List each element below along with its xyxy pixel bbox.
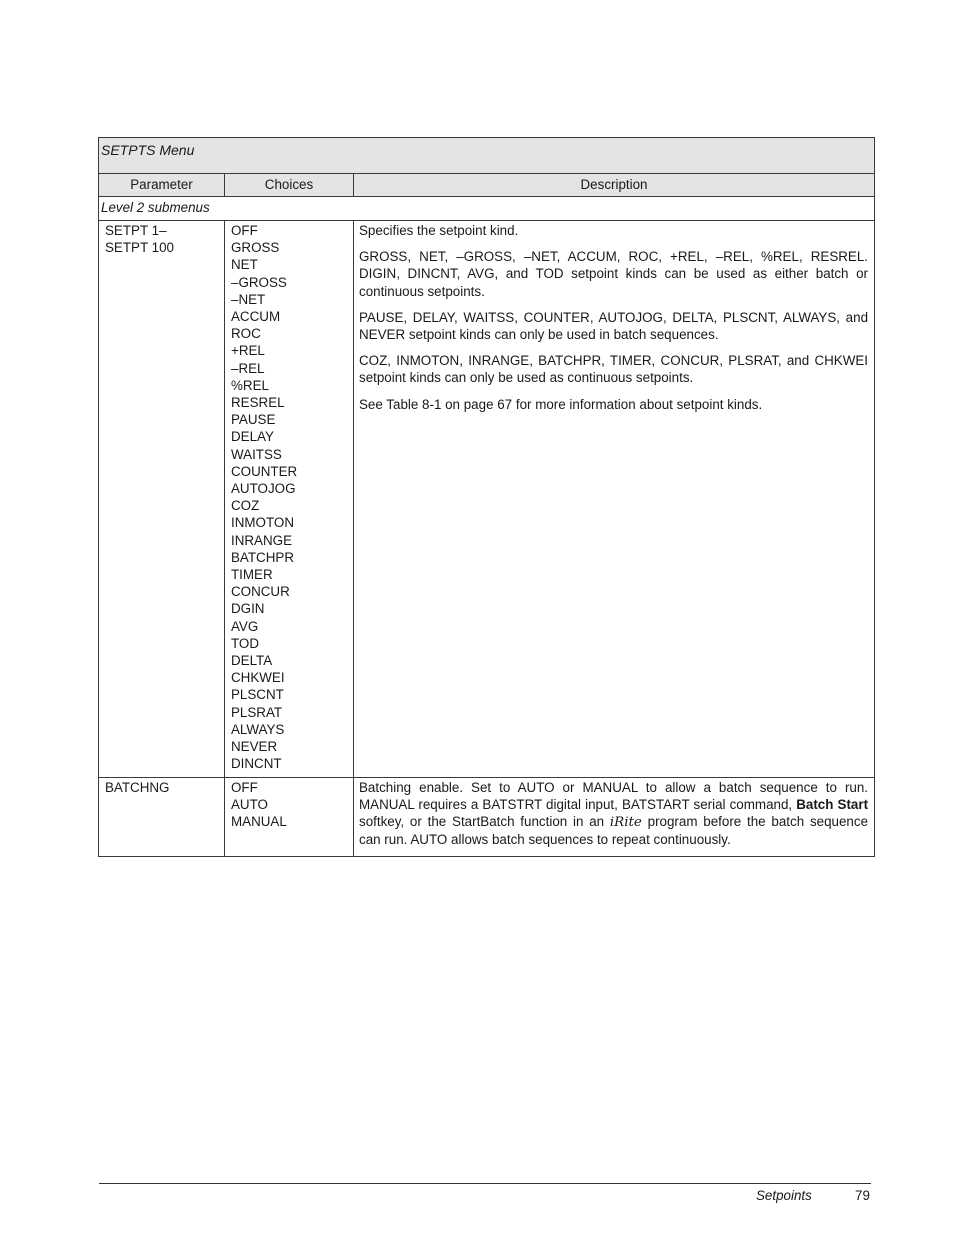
description-paragraph: COZ, INMOTON, INRANGE, BATCHPR, TIMER, CONCUR, PLSRAT, and CHKWEI setpoint kinds can only be used as continuous setpoints. [359, 353, 869, 386]
choice-item: DGIN [231, 601, 265, 617]
header-parameter: Parameter [99, 174, 225, 197]
choice-item: WAITSS [231, 446, 282, 462]
choice-item: CHKWEI [231, 670, 285, 686]
choice-item: CONCUR [231, 584, 290, 600]
footer-section-name: Setpoints [756, 1188, 812, 1203]
choice-item: RESREL [231, 395, 285, 411]
description-text: softkey, or the StartBatch function in an [359, 813, 610, 829]
parameter-line: SETPT 1– [105, 223, 167, 238]
choice-item: COUNTER [231, 463, 298, 479]
parameter-cell [99, 221, 225, 778]
description-paragraph: GROSS, NET, –GROSS, –NET, ACCUM, ROC, +REL, –REL, %REL, RESREL. DIGIN, DINCNT, AVG, and TOD setpoint kinds can be used as either batch or continuous setpoints. [359, 249, 869, 299]
choice-item: INRANGE [231, 532, 293, 548]
choice-item: PLSRAT [231, 704, 283, 720]
choice-item: –REL [231, 360, 265, 376]
choice-item: TOD [231, 635, 260, 651]
choices-cell [225, 777, 354, 857]
choice-item: DINCNT [231, 756, 282, 772]
choice-item: PAUSE [231, 412, 276, 428]
choice-item: NEVER [231, 739, 278, 755]
description-text: program before the batch sequence can run. AUTO allows batch sequences to repeat continuously. [359, 813, 869, 848]
header-choices: Choices [225, 174, 354, 197]
choice-item: AUTO [231, 796, 268, 812]
description-paragraph: PAUSE, DELAY, WAITSS, COUNTER, AUTOJOG, DELTA, PLSCNT, ALWAYS, and NEVER setpoint kinds can only be used in batch sequences. [359, 309, 869, 343]
footer-rule [99, 1183, 871, 1184]
choice-item: +REL [231, 343, 265, 359]
choice-item: DELTA [231, 653, 273, 669]
batch-start-softkey-label: Batch Start [796, 796, 869, 812]
irite-brand: iRite [609, 814, 642, 830]
choice-item: ACCUM [231, 309, 281, 325]
choice-item: ROC [231, 326, 261, 342]
setpts-menu-table [98, 137, 875, 857]
parameter-cell [99, 777, 225, 857]
choice-item: ALWAYS [231, 721, 285, 737]
table-row [99, 777, 875, 857]
description-cell [354, 777, 875, 857]
parameter-line: BATCHNG [105, 779, 170, 795]
table-title: SETPTS Menu [99, 138, 875, 174]
footer-page-number: 79 [855, 1188, 870, 1203]
choice-item: –GROSS [231, 274, 287, 290]
choice-item: GROSS [231, 240, 280, 256]
description-paragraph [359, 779, 868, 849]
choice-item: BATCHPR [231, 549, 294, 565]
table-row [99, 221, 875, 778]
section-label: Level 2 submenus [99, 197, 875, 221]
choice-item: DELAY [231, 429, 274, 445]
choice-item: –NET [231, 291, 266, 307]
choice-item: OFF [231, 223, 258, 238]
choice-item: AUTOJOG [231, 481, 296, 497]
choice-item: %REL [231, 377, 269, 393]
choices-cell [225, 221, 354, 778]
description-text: Batching enable. Set to AUTO or MANUAL to allow a batch sequence to run. MANUAL requires a BATSTRT digital input, BATSTART serial command, [359, 779, 869, 812]
choice-item: OFF [231, 779, 258, 795]
parameter-line: SETPT 100 [105, 240, 174, 256]
description-paragraph: Specifies the setpoint kind. [359, 223, 519, 238]
description-cell [354, 221, 875, 778]
choice-item: COZ [231, 498, 260, 514]
choice-item: NET [231, 257, 258, 273]
description-paragraph: See Table 8-1 on page 67 for more information about setpoint kinds. [359, 396, 763, 412]
choice-item: TIMER [231, 567, 273, 583]
choice-item: INMOTON [231, 515, 294, 531]
choice-item: AVG [231, 618, 259, 634]
choice-item: MANUAL [231, 813, 287, 829]
choice-item: PLSCNT [231, 687, 284, 703]
header-description: Description [354, 174, 875, 197]
